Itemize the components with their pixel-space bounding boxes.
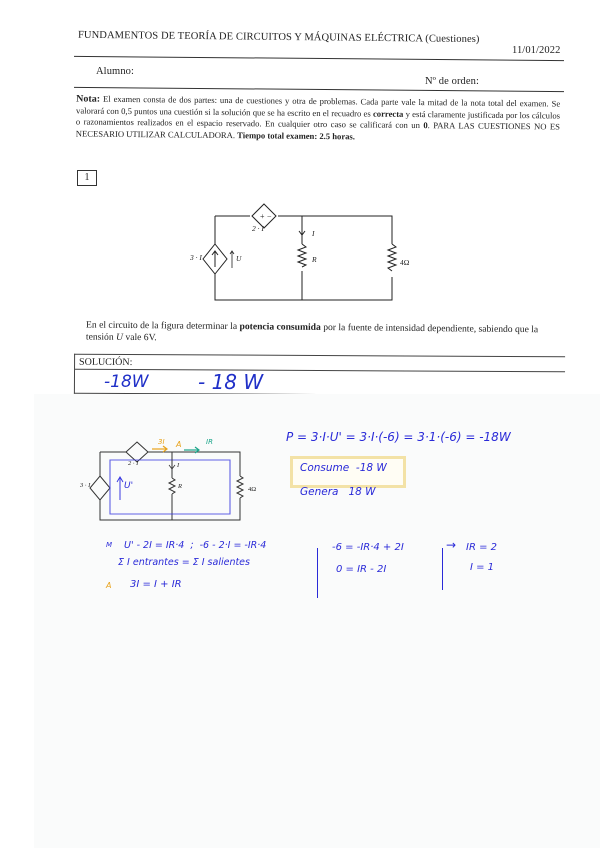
system-brace-left bbox=[317, 548, 319, 598]
system-eq-2: 0 = IR - 2I bbox=[336, 564, 387, 575]
question-text-bold: potencia consumida bbox=[239, 321, 321, 333]
r2-label: 4Ω bbox=[400, 258, 410, 267]
result-i: I = 1 bbox=[470, 562, 495, 573]
solution-answer-1: -18W bbox=[104, 372, 149, 392]
mark-m: M bbox=[106, 541, 113, 549]
work-u-label: U' bbox=[124, 481, 134, 491]
consume-text: Consume -18 W bbox=[300, 462, 387, 474]
cs-label: 3 · I bbox=[190, 253, 202, 262]
vcvs-label: 2 · I bbox=[252, 224, 264, 233]
nota-zero: 0 bbox=[423, 120, 428, 131]
orden-label: Nº de orden: bbox=[425, 76, 480, 87]
course-title: FUNDAMENTOS DE TEORÍA DE CIRCUITOS Y MÁQUINAS ELÉCTRICA (Cuestiones) bbox=[77, 29, 480, 46]
circuit-diagram bbox=[180, 198, 420, 308]
work-i-label: I bbox=[177, 462, 180, 469]
genera-text: Genera 18 W bbox=[300, 486, 376, 498]
nota-text-2: y está claramente justificada por los cálculos o razonamientos realizados en el espacio reservado. En cualquier otro caso se calificará con un bbox=[75, 108, 561, 131]
question-number: 1 bbox=[84, 172, 90, 183]
work-circuit bbox=[80, 438, 280, 526]
work-node-a: A bbox=[176, 440, 182, 449]
alumno-label: Alumno: bbox=[96, 66, 135, 77]
nota-correcta: correcta bbox=[372, 108, 404, 119]
nota-text-3: . PARA LAS CUESTIONES NO ES NECESARIO UTILIZAR CALCULADORA. bbox=[75, 120, 560, 140]
system-brace-right bbox=[442, 548, 444, 590]
mesh-equation: U' - 2I = IR·4 ; -6 - 2·I = -IR·4 bbox=[124, 540, 267, 551]
work-cs-label: 3 · I bbox=[80, 482, 91, 489]
header-rule bbox=[74, 56, 564, 61]
r-label: R bbox=[312, 255, 317, 264]
kcl-line: Σ I entrantes = Σ I salientes bbox=[118, 557, 250, 568]
exam-note bbox=[76, 93, 560, 144]
nota-tiempo: Tiempo total examen: 2.5 horas. bbox=[237, 129, 356, 141]
work-vcvs-label: 2 · I bbox=[128, 460, 139, 467]
i-label: I bbox=[312, 229, 315, 238]
question-text-post: por la fuente de intensidad dependiente, sabiendo que la tensión bbox=[85, 322, 539, 343]
power-equation: P = 3·I·U' = 3·I·(-6) = 3·1·(-6) = -18W bbox=[286, 430, 511, 444]
work-current-3i: 3I bbox=[158, 438, 165, 446]
system-eq-1: -6 = -IR·4 + 2I bbox=[332, 542, 404, 553]
question-text-end: vale 6V. bbox=[125, 331, 157, 344]
question-number-box bbox=[77, 170, 97, 186]
solution-label: SOLUCIÓN: bbox=[79, 356, 133, 369]
work-r-label: R bbox=[178, 483, 182, 490]
solution-answer-2: - 18 W bbox=[198, 370, 264, 394]
question-text-pre: En el circuito de la figura determinar la bbox=[86, 319, 238, 333]
svg-text:+: + bbox=[260, 212, 265, 221]
u-label: U bbox=[236, 254, 242, 263]
node-equation: 3I = I + IR bbox=[130, 579, 182, 590]
question-text bbox=[86, 320, 560, 349]
result-ir: IR = 2 bbox=[466, 542, 497, 553]
system-arrow: → bbox=[446, 538, 457, 552]
alumno-rule bbox=[74, 87, 564, 92]
nota-label: Nota: bbox=[76, 93, 101, 105]
mark-a: A bbox=[106, 581, 112, 590]
work-r2-label: 4Ω bbox=[248, 486, 257, 493]
svg-text:−: − bbox=[267, 212, 272, 221]
work-current-ir: IR bbox=[206, 438, 213, 446]
nota-text-1: El examen consta de dos partes: una de cuestiones y otra de problemas. Cada parte vale la mitad de la nota total del examen. Se valorará con 0,5 puntos una cuestión si la solución que se ha escrito en el recuadro es bbox=[76, 93, 561, 119]
exam-date: 11/01/2022 bbox=[512, 45, 561, 56]
question-var-u: U bbox=[116, 331, 124, 343]
